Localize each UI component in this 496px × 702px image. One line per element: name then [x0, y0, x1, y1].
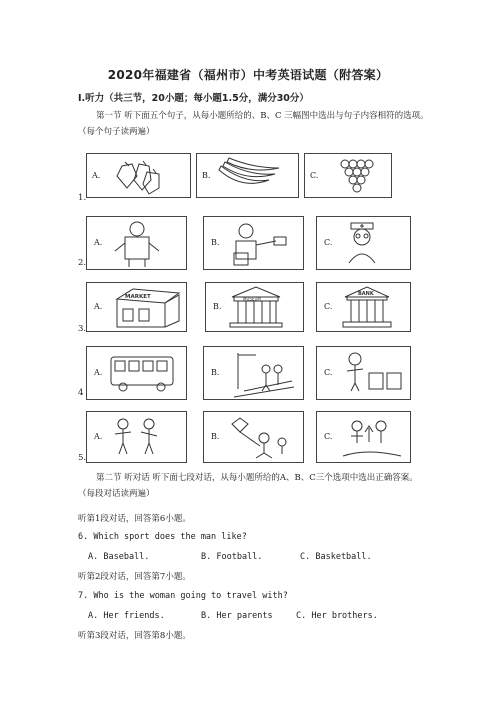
- picture-3c-bank: C. BANK: [316, 282, 411, 332]
- picture-3a-market: A. MARKET: [86, 282, 187, 332]
- picture-5b-kite: B.: [203, 411, 304, 463]
- question-7: 7. Who is the woman going to travel with?: [78, 591, 288, 601]
- picture-5a-dancing: A.: [86, 411, 187, 463]
- row-number-2: 2.: [78, 258, 87, 268]
- picture-2a-worker: A.: [86, 216, 187, 270]
- q7-option-b: B. Her parents: [201, 611, 273, 621]
- q7-option-a: A. Her friends.: [88, 611, 165, 621]
- picture-5c-planting: C.: [316, 411, 411, 463]
- picture-2c-doctor: C.: [316, 216, 411, 270]
- picture-4a-bus: A.: [86, 346, 187, 400]
- part1-instructions: 第一节 听下面五个句子，从每小题所给的、B、C 三幅图中选出与句子内容相符的选项。（每个句子读两遍）: [78, 111, 429, 137]
- museum-sign: MUSEUM: [243, 296, 261, 302]
- market-sign: MARKET: [125, 294, 151, 300]
- row-number-3: 3.: [78, 324, 87, 334]
- question-6: 6. Which sport does the man like?: [78, 532, 247, 542]
- part2-instructions: 第二节 听对话 听下面七段对话，从每小题所给的A、B、C三个选项中选出正确答案。（每段对话读两遍）: [78, 473, 418, 499]
- option-label-b: B.: [202, 171, 211, 180]
- document-title: 2020年福建省（福州市）中考英语试题（附答案）: [107, 68, 389, 82]
- banana-icon: [197, 154, 298, 197]
- section-heading-listening: Ⅰ.听力（共三节，20小题；每小题1.5分，满分30分）: [78, 93, 309, 104]
- picture-2b-postman: B.: [203, 216, 304, 270]
- picture-1b-bananas: [196, 153, 299, 198]
- dialog-3-instruction: 听第3段对话，回答第8小题。: [78, 631, 191, 641]
- picture-4b-crossing: B.: [203, 346, 304, 400]
- q6-option-a: A. Baseball.: [88, 552, 150, 562]
- picture-3b-museum: B. MUSEUM: [205, 282, 304, 332]
- option-label-c: C.: [310, 171, 319, 180]
- picture-4c-recycling: C.: [316, 346, 411, 400]
- row-number-4: 4: [78, 388, 84, 398]
- bank-sign: BANK: [358, 291, 374, 297]
- q6-option-c: C. Basketball.: [300, 552, 372, 562]
- picture-1c-grapes: [304, 153, 392, 198]
- option-label-a: A.: [92, 171, 101, 180]
- dialog-2-instruction: 听第2段对话，回答第7小题。: [78, 572, 191, 582]
- q6-option-b: B. Football.: [201, 552, 263, 562]
- row-number-5: 5.: [78, 453, 87, 463]
- strawberry-icon: [87, 154, 190, 197]
- row-number-1: 1.: [78, 193, 87, 203]
- q7-option-c: C. Her brothers.: [296, 611, 378, 621]
- dialog-1-instruction: 听第1段对话，回答第6小题。: [78, 514, 191, 524]
- picture-1a-strawberries: [86, 153, 191, 198]
